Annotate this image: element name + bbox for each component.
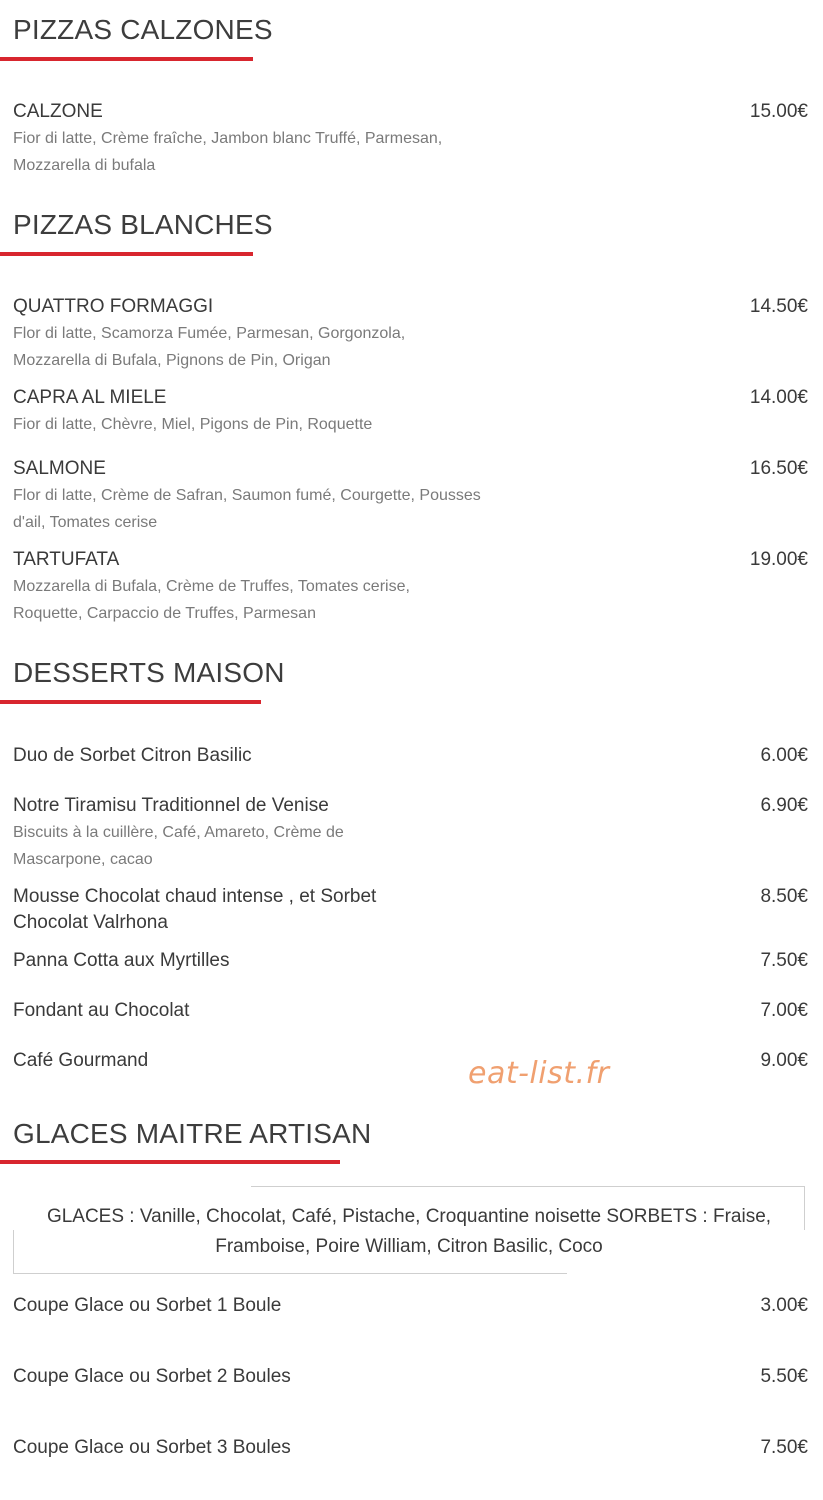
item-price: 6.00€ <box>760 745 808 766</box>
item-name: Panna Cotta aux Myrtilles <box>13 950 230 971</box>
menu-item <box>13 884 808 936</box>
menu-item <box>13 743 808 769</box>
item-name: CALZONE <box>13 101 103 122</box>
menu-item <box>13 547 808 627</box>
menu-item <box>13 1048 808 1074</box>
flavors-info-text: GLACES : Vanille, Chocolat, Café, Pistache, Croquantine noisette SORBETS : Fraise, Framboise, Poire William, Citron Basilic, Coco <box>46 1206 772 1257</box>
item-description: Biscuits à la cuillère, Café, Amareto, Crème de Mascarpone, cacao <box>13 824 344 868</box>
watermark: eat-list.fr <box>468 1056 610 1091</box>
item-name: Duo de Sorbet Citron Basilic <box>13 745 252 766</box>
item-name: CAPRA AL MIELE <box>13 387 167 408</box>
item-name: Coupe Glace ou Sorbet 3 Boules <box>13 1437 291 1458</box>
section-underline <box>0 1160 340 1164</box>
menu-item <box>13 1364 808 1390</box>
item-price: 7.50€ <box>760 950 808 971</box>
menu-item <box>13 456 808 536</box>
item-price: 8.50€ <box>760 886 808 907</box>
item-name: Coupe Glace ou Sorbet 1 Boule <box>13 1295 282 1316</box>
item-name: Notre Tiramisu Traditionnel de Venise <box>13 795 329 816</box>
flavors-info-box <box>13 1186 805 1274</box>
item-name: Café Gourmand <box>13 1050 149 1071</box>
item-price: 16.50€ <box>749 458 808 479</box>
item-name: Coupe Glace ou Sorbet 2 Boules <box>13 1366 291 1387</box>
item-price: 14.00€ <box>749 387 808 408</box>
item-name: QUATTRO FORMAGGI <box>13 296 214 317</box>
menu-item <box>13 1435 808 1461</box>
menu-item <box>13 948 808 974</box>
section-underline <box>0 57 253 61</box>
item-description: Fior di latte, Chèvre, Miel, Pigons de Pin, Roquette <box>13 416 373 433</box>
section-title-blanches: PIZZAS BLANCHES <box>13 209 273 240</box>
section-title-glaces: GLACES MAITRE ARTISAN <box>13 1118 372 1149</box>
item-description: Mozzarella di Bufala, Crème de Truffes, Tomates cerise, Roquette, Carpaccio de Truffes, Parmesan <box>13 578 410 622</box>
item-price: 14.50€ <box>749 296 808 317</box>
item-price: 9.00€ <box>760 1050 808 1071</box>
menu-item <box>13 1293 808 1319</box>
menu-item <box>13 99 808 179</box>
item-name: SALMONE <box>13 458 106 479</box>
item-name: TARTUFATA <box>13 549 120 570</box>
item-description: Flor di latte, Scamorza Fumée, Parmesan, Gorgonzola, Mozzarella di Bufala, Pignons de Pin, Origan <box>13 325 406 369</box>
item-name: Fondant au Chocolat <box>13 1000 190 1021</box>
section-underline <box>0 252 253 256</box>
item-description: Fior di latte, Crème fraîche, Jambon blanc Truffé, Parmesan, Mozzarella di bufala <box>13 130 443 174</box>
menu-item <box>13 385 808 438</box>
box-border <box>251 1186 805 1187</box>
item-price: 7.50€ <box>760 1437 808 1458</box>
item-price: 6.90€ <box>760 795 808 816</box>
section-underline <box>0 700 261 704</box>
item-price: 19.00€ <box>749 549 808 570</box>
item-description: Flor di latte, Crème de Safran, Saumon fumé, Courgette, Pousses d'ail, Tomates cerise <box>13 487 481 531</box>
menu-item <box>13 793 808 873</box>
item-price: 3.00€ <box>760 1295 808 1316</box>
box-border <box>804 1186 805 1230</box>
item-price: 15.00€ <box>749 101 808 122</box>
item-price: 5.50€ <box>760 1366 808 1387</box>
item-name: Mousse Chocolat chaud intense , et Sorbet Chocolat Valrhona <box>13 886 377 933</box>
box-border <box>13 1230 14 1274</box>
menu-item <box>13 294 808 374</box>
section-title-calzones: PIZZAS CALZONES <box>13 14 273 45</box>
box-border <box>13 1273 567 1274</box>
item-price: 7.00€ <box>760 1000 808 1021</box>
section-title-desserts: DESSERTS MAISON <box>13 657 285 688</box>
menu-item <box>13 998 808 1024</box>
